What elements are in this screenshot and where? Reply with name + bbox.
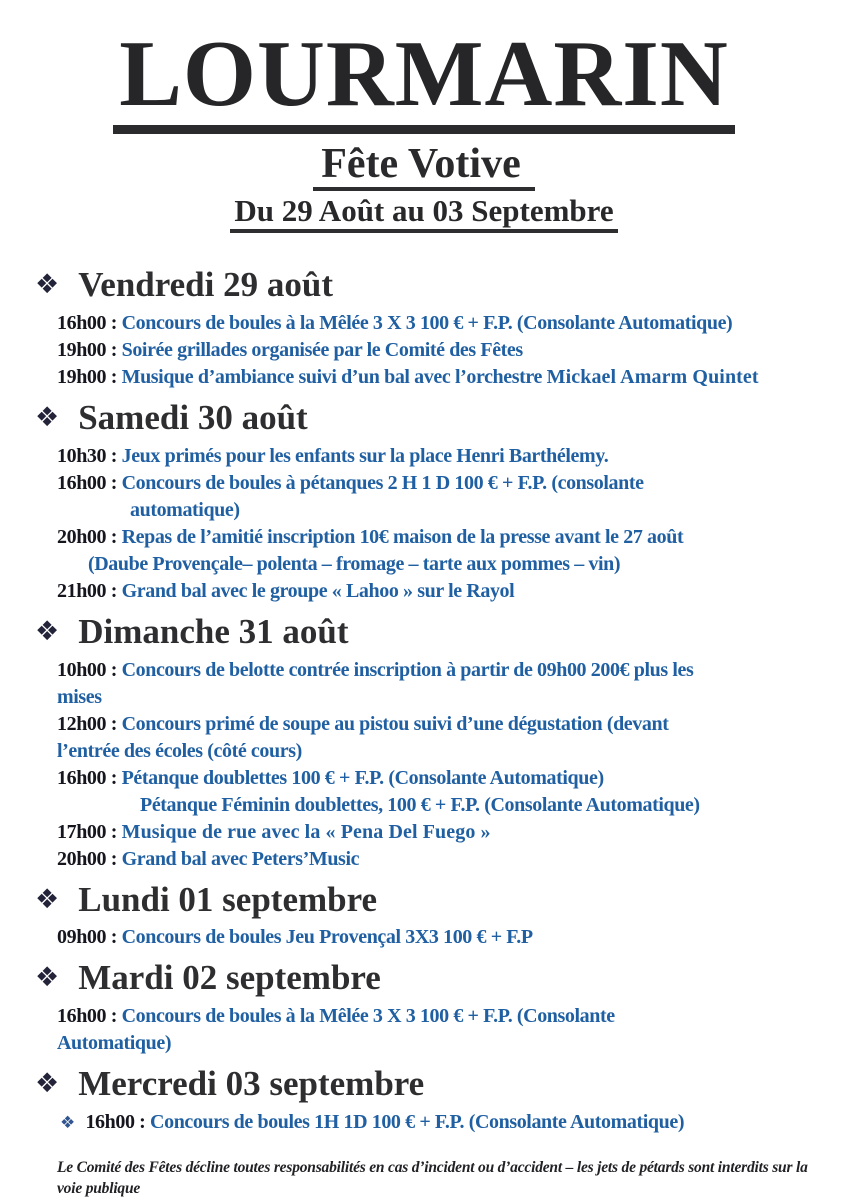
event-time: 16h00 : bbox=[85, 1110, 146, 1133]
subtitle: Fête Votive bbox=[313, 142, 534, 191]
page-title: LOURMARIN bbox=[113, 30, 735, 134]
day-title: Dimanche 31 août bbox=[78, 611, 349, 651]
diamond-bullet-icon: ❖ bbox=[35, 615, 60, 647]
event-line bbox=[0, 766, 848, 790]
event-line-continuation bbox=[0, 685, 848, 709]
event-time: 21h00 : bbox=[57, 579, 117, 602]
event-desc: Grand bal avec le groupe « Lahoo » sur le Rayol bbox=[121, 579, 515, 602]
event-desc: mises bbox=[57, 685, 102, 708]
daterange-row bbox=[0, 194, 848, 233]
event-line-continuation bbox=[0, 739, 848, 763]
event-time: 17h00 : bbox=[57, 820, 117, 843]
event-line bbox=[0, 1004, 848, 1028]
event-line bbox=[0, 338, 848, 362]
program bbox=[0, 267, 848, 1135]
event-line-continuation bbox=[0, 793, 848, 817]
event-desc: Pétanque Féminin doublettes, 100 € + F.P. (Consolante Automatique) bbox=[140, 793, 700, 816]
poster-header bbox=[0, 0, 848, 233]
day-heading bbox=[0, 267, 848, 304]
event-desc: Automatique) bbox=[57, 1032, 172, 1055]
day-title: Mercredi 03 septembre bbox=[78, 1064, 425, 1104]
event-desc: Concours de boules à la Mêlée 3 X 3 100 € + F.P. (Consolante bbox=[121, 1005, 615, 1028]
disclaimer-text: Le Comité des Fêtes décline toutes responsabilités en cas d’incident ou d’accident – les jets de pétards sont interdits sur la voie publique bbox=[57, 1158, 808, 1197]
event-time: 10h00 : bbox=[57, 658, 117, 681]
event-line bbox=[0, 579, 848, 603]
event-line bbox=[0, 820, 848, 844]
event-time: 19h00 : bbox=[57, 339, 117, 362]
event-desc: Concours de boules Jeu Provençal 3X3 100 € + F.P bbox=[121, 926, 533, 949]
event-time: 09h00 : bbox=[57, 926, 117, 949]
event-desc: Musique de rue avec la « Pena Del Fuego » bbox=[121, 820, 491, 843]
event-desc: Grand bal avec Peters’Music bbox=[121, 847, 360, 870]
event-line-continuation bbox=[0, 1031, 848, 1055]
event-desc: Concours de boules 1H 1D 100 € + F.P. (Consolante Automatique) bbox=[150, 1110, 685, 1133]
event-desc: Concours primé de soupe au pistou suivi d’une dégustation (devant bbox=[121, 712, 669, 735]
diamond-bullet-icon: ❖ bbox=[35, 962, 60, 994]
diamond-bullet-icon: ❖ bbox=[35, 883, 60, 915]
section-lundi-01-septembre bbox=[0, 879, 848, 950]
event-time: 16h00 : bbox=[57, 1005, 117, 1028]
section-mardi-02-septembre bbox=[0, 960, 848, 1055]
day-title: Mardi 02 septembre bbox=[78, 958, 381, 998]
event-desc: Soirée grillades organisée par le Comité des Fêtes bbox=[121, 339, 523, 362]
date-range: Du 29 Août au 03 Septembre bbox=[230, 194, 617, 233]
event-line bbox=[0, 444, 848, 468]
diamond-bullet-icon: ❖ bbox=[35, 269, 60, 301]
event-line-continuation bbox=[0, 552, 848, 576]
event-desc: Pétanque doublettes 100 € + F.P. (Consolante Automatique) bbox=[121, 766, 604, 789]
day-heading bbox=[0, 611, 848, 651]
event-time: 19h00 : bbox=[57, 366, 117, 389]
event-line bbox=[0, 925, 848, 949]
event-line bbox=[0, 658, 848, 682]
day-title: Samedi 30 août bbox=[78, 398, 308, 438]
event-time: 16h00 : bbox=[57, 471, 117, 494]
event-line bbox=[0, 1110, 848, 1135]
event-desc: Jeux primés pour les enfants sur la place Henri Barthélemy. bbox=[121, 444, 609, 467]
event-desc: (Daube Provençale– polenta – fromage – tarte aux pommes – vin) bbox=[88, 552, 621, 575]
day-title: Vendredi 29 août bbox=[78, 265, 333, 305]
section-vendredi-29-aout bbox=[0, 267, 848, 389]
poster-footer bbox=[0, 1157, 848, 1199]
day-heading bbox=[0, 400, 848, 437]
event-line-continuation bbox=[0, 498, 848, 522]
event-desc-band-name: Mickael Amarm Quintet bbox=[546, 366, 759, 389]
event-desc: Musique d’ambiance suivi d’un bal avec l’orchestre bbox=[121, 366, 542, 389]
diamond-bullet-icon: ❖ bbox=[35, 1068, 60, 1100]
event-line bbox=[0, 847, 848, 871]
event-line bbox=[0, 311, 848, 335]
section-dimanche-31-aout bbox=[0, 611, 848, 871]
diamond-bullet-icon: ❖ bbox=[35, 402, 60, 434]
event-time: 10h30 : bbox=[57, 444, 117, 467]
mini-diamond-bullet-icon: ❖ bbox=[60, 1112, 75, 1133]
event-desc: Repas de l’amitié inscription 10€ maison de la presse avant le 27 août bbox=[121, 525, 684, 548]
event-time: 20h00 : bbox=[57, 847, 117, 870]
section-mercredi-03-septembre bbox=[0, 1066, 848, 1135]
event-desc: automatique) bbox=[130, 498, 240, 521]
event-time: 16h00 : bbox=[57, 766, 117, 789]
event-time: 16h00 : bbox=[57, 312, 117, 335]
event-desc: Concours de belotte contrée inscription à partir de 09h00 200€ plus les bbox=[121, 658, 694, 681]
event-line bbox=[0, 525, 848, 549]
day-heading bbox=[0, 960, 848, 997]
event-desc: Concours de boules à la Mêlée 3 X 3 100 € + F.P. (Consolante Automatique) bbox=[121, 312, 733, 335]
day-title: Lundi 01 septembre bbox=[78, 879, 378, 919]
event-desc: l’entrée des écoles (côté cours) bbox=[57, 739, 302, 762]
event-time: 20h00 : bbox=[57, 525, 117, 548]
event-desc: Concours de boules à pétanques 2 H 1 D 100 € + F.P. (consolante bbox=[121, 471, 644, 494]
event-line bbox=[0, 712, 848, 736]
event-time: 12h00 : bbox=[57, 712, 117, 735]
day-heading bbox=[0, 1066, 848, 1103]
day-heading bbox=[0, 879, 848, 919]
subtitle-row bbox=[0, 142, 848, 191]
section-samedi-30-aout bbox=[0, 400, 848, 603]
event-line bbox=[0, 365, 848, 389]
event-line bbox=[0, 471, 848, 495]
